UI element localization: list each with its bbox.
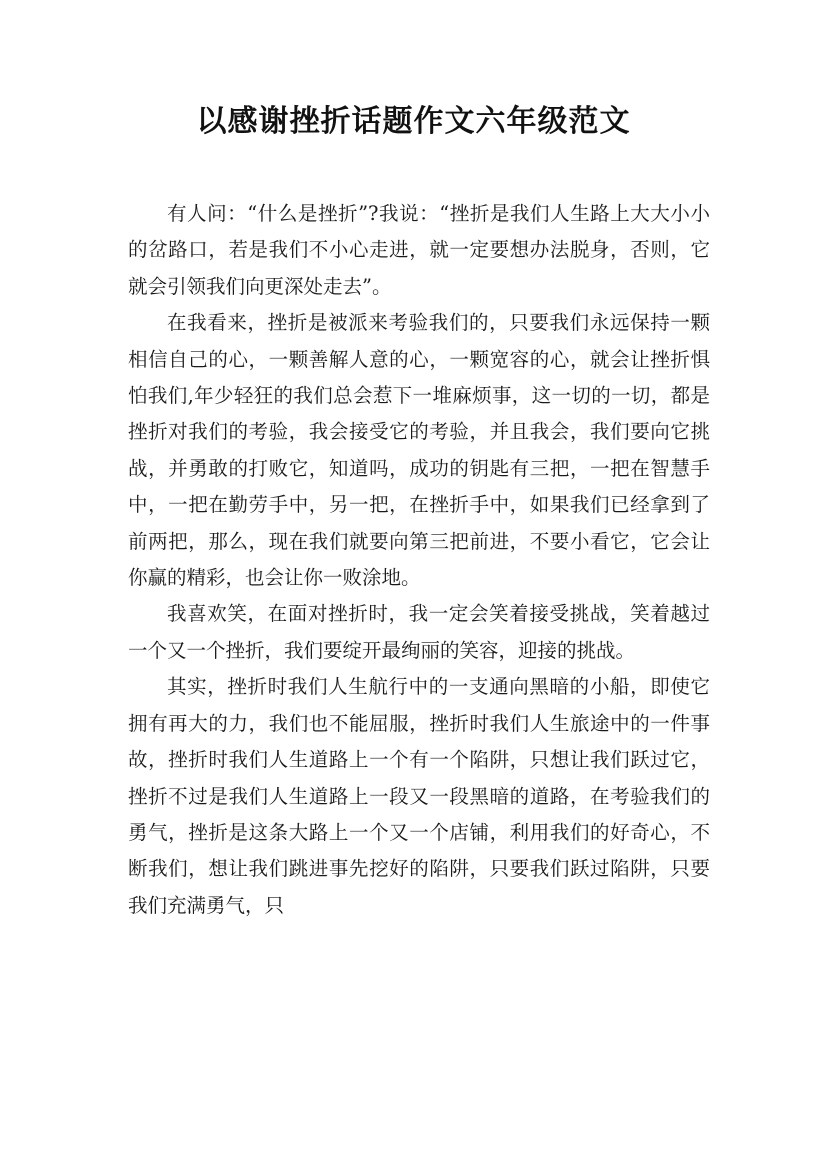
paragraph-1: 有人问：“什么是挫折”?我说：“挫折是我们人生路上大大小小的岔路口，若是我们不小心走进，就一定要想办法脱身，否则，它就会引领我们向更深处走去”。 xyxy=(128,202,710,298)
paragraph-2: 在我看来，挫折是被派来考验我们的，只要我们永远保持一颗相信自己的心，一颗善解人意的心，一颗宽容的心，就会让挫折惧怕我们,年少轻狂的我们总会惹下一堆麻烦事，这一切的一切，都是挫折对我们的考验，我会接受它的考验，并且我会，我们要向它挑战，并勇敢的打败它，知道吗，成功的钥匙有三把，一把在智慧手中，一把在勤劳手中，另一把，在挫折手中，如果我们已经拿到了前两把，那么，现在我们就要向第三把前进，不要小看它，它会让你赢的精彩，也会让你一败涂地。 xyxy=(128,311,710,590)
document-title: 以感谢挫折话题作文六年级范文 xyxy=(196,104,631,139)
paragraph-3: 我喜欢笑，在面对挫折时，我一定会笑着接受挑战，笑着越过一个又一个挫折，我们要绽开最绚丽的笑容，迎接的挑战。 xyxy=(128,602,710,662)
document-body xyxy=(128,196,710,924)
paragraph-4: 其实，挫折时我们人生航行中的一支通向黑暗的小船，即使它拥有再大的力，我们也不能屈服，挫折时我们人生旅途中的一件事故，挫折时我们人生道路上一个有一个陷阱，只想让我们跃过它，挫折不过是我们人生道路上一段又一段黑暗的道路，在考验我们的勇气，挫折是这条大路上一个又一个店铺，利用我们的好奇心，不断我们，想让我们跳进事先挖好的陷阱，只要我们跃过陷阱，只要我们充满勇气，只 xyxy=(128,675,710,917)
